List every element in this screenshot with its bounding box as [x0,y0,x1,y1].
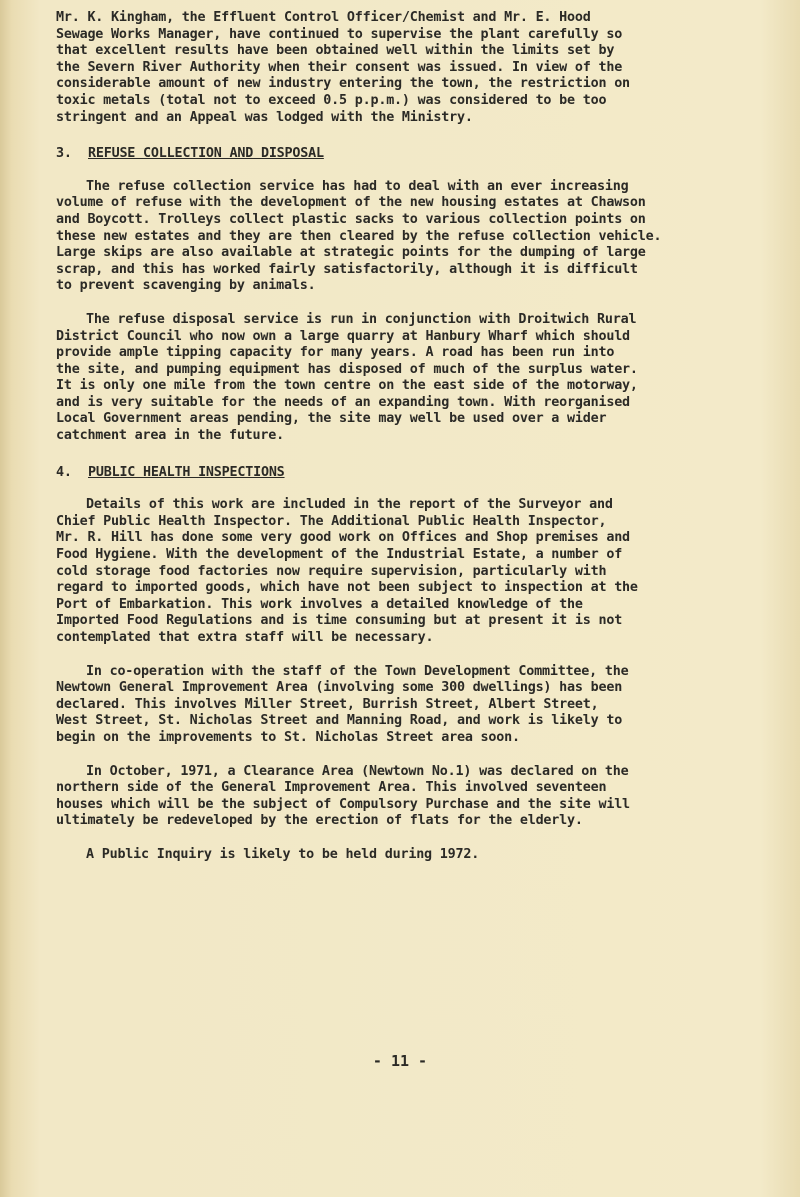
section-title: PUBLIC HEALTH INSPECTIONS [88,464,285,480]
paragraph-improvement-area: In co-operation with the staff of the Town Development Committee, the Newtown General Improvement Area (involving some 300 dwellings) has been declared. This involves Miller Street, Burrish Street, Albert Street, West Street, St. Nicholas Street and Manning Road, and work is likely to begin on the improvements to St. Nicholas Street area soon. [56,663,629,745]
section-title: REFUSE COLLECTION AND DISPOSAL [88,146,324,162]
paragraph-clearance-area: In October, 1971, a Clearance Area (Newtown No.1) was declared on the northern side of the General Improvement Area. This involved seventeen houses which will be the subject of Compulsory Purchase and the site will ultimately be redeveloped by the erection of flats for the elderly. [56,763,630,829]
paragraph-public-inquiry: A Public Inquiry is likely to be held during 1972. [86,846,480,862]
intro-paragraph: Mr. K. Kingham, the Effluent Control Officer/Chemist and Mr. E. Hood Sewage Works Manager, have continued to supervise the plant carefully so that excellent results have been obtained well within the limits set by the Severn River Authority when their consent was issued. In view of the considerable amount of new industry entering the town, the restriction on toxic metals (total not to exceed 0.5 p.p.m.) was considered to be too stringent and an Appeal was lodged with the Ministry. [56,10,630,125]
paragraph-inspections: Details of this work are included in the report of the Surveyor and Chief Public Health Inspector. The Additional Public Health Inspector, Mr. R. Hill has done some very good work on Offices and Shop premises and Food Hygiene. With the development of the Industrial Estate, a number of cold storage food factories now require supervision, particularly with regard to imported goods, which have not been subject to inspection at the Port of Embarkation. This work involves a detailed knowledge of the Imported Food Regulations and is time consuming but at present it is not contemplated that extra staff will be necessary. [56,497,638,645]
section-heading-public-health [56,465,776,482]
document-body [56,10,776,864]
section-heading-refuse [56,146,776,163]
section-number: 3. [56,146,72,162]
section-number: 4. [56,464,72,480]
paragraph-refuse-disposal: The refuse disposal service is run in conjunction with Droitwich Rural District Council who now own a large quarry at Hanbury Wharf which should provide ample tipping capacity for many years. A road has been run into the site, and pumping equipment has disposed of much of the surplus water. It is only one mile from the town centre on the east side of the motorway, and is very suitable for the needs of an expanding town. With reorganised Local Government areas pending, the site may well be used over a wider catchment area in the future. [56,311,638,444]
page-number: - 11 - [372,1052,428,1070]
paragraph-refuse-collection: The refuse collection service has had to deal with an ever increasing volume of refuse with the development of the new housing estates at Chawson and Boycott. Trolleys collect plastic sacks to various collection points on these new estates and they are then cleared by the refuse collection vehicle. Large skips are also available at strategic points for the dumping of large scrap, and this has worked fairly satisfactorily, although it is difficult to prevent scavenging by animals. [56,178,662,294]
